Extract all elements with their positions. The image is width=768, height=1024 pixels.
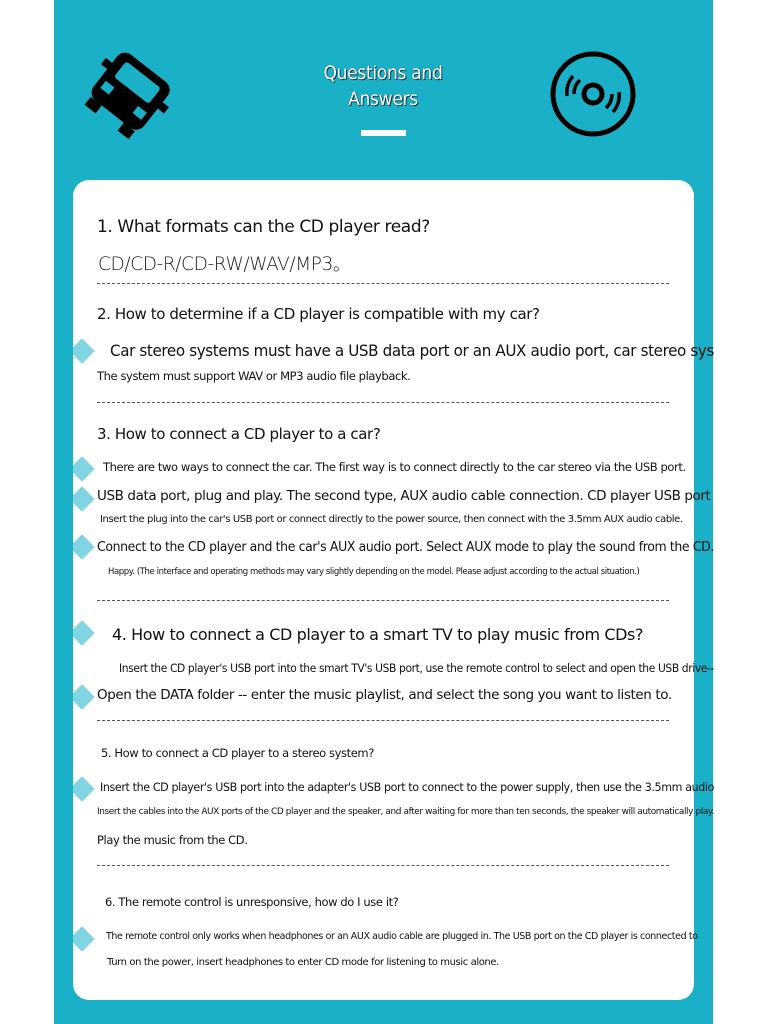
answer-2-line-2: The system must support WAV or MP3 audio file playback. [97, 369, 411, 383]
answer-3-line-4: Connect to the CD player and the car's AUX audio port. Select AUX mode to play the sound from the CD. [97, 539, 714, 555]
answer-5-line-2: Insert the cables into the AUX ports of the CD player and the speaker, and after waiting for more than ten seconds, the speaker will automatically play. [97, 807, 714, 817]
title-underline [361, 130, 406, 136]
answer-2-line-1: Car stereo systems must have a USB data port or an AUX audio port, car stereo sys [110, 341, 714, 360]
answer-4-line-1: Insert the CD player's USB port into the smart TV's USB port, use the remote control to select and open the USB drive-- [119, 661, 714, 675]
answer-3-line-5: Happy. (The interface and operating methods may vary slightly depending on the model. Please adjust according to the actual situation.) [108, 567, 640, 577]
car-front-icon [80, 42, 180, 142]
answer-4-line-2: Open the DATA folder -- enter the music playlist, and select the song you want to listen to. [97, 687, 672, 703]
answer-3-line-2: USB data port, plug and play. The second type, AUX audio cable connection. CD player USB port [97, 488, 711, 504]
answer-5-line-3: Play the music from the CD. [97, 833, 248, 847]
question-5: 5. How to connect a CD player to a stereo system? [101, 746, 374, 760]
qa-card [73, 180, 694, 1000]
question-1: 1. What formats can the CD player read? [97, 217, 430, 237]
question-3: 3. How to connect a CD player to a car? [97, 425, 381, 443]
answer-1-line-1: CD/CD-R/CD-RW/WAV/MP3。 [98, 254, 352, 275]
divider [97, 720, 669, 721]
divider [97, 600, 669, 601]
question-6: 6. The remote control is unresponsive, how do I use it? [105, 895, 399, 909]
page-title [300, 60, 466, 112]
answer-3-line-3: Insert the plug into the car's USB port or connect directly to the power source, then connect with the 3.5mm AUX audio cable. [100, 514, 683, 525]
cd-disc-icon [549, 50, 637, 138]
divider [97, 402, 669, 403]
question-4: 4. How to connect a CD player to a smart TV to play music from CDs? [112, 625, 644, 644]
page-title-line1: Questions and [323, 62, 443, 84]
answer-6-line-1: The remote control only works when headphones or an AUX audio cable are plugged in. The USB port on the CD player is connected to [106, 931, 698, 942]
answer-5-line-1: Insert the CD player's USB port into the adapter's USB port to connect to the power supply, then use the 3.5mm audio [100, 780, 714, 794]
answer-6-line-2: Turn on the power, insert headphones to enter CD mode for listening to music alone. [107, 957, 499, 968]
answer-3-line-1: There are two ways to connect the car. The first way is to connect directly to the car stereo via the USB port. [103, 460, 686, 474]
divider [97, 865, 669, 866]
question-2: 2. How to determine if a CD player is compatible with my car? [97, 305, 540, 323]
page-title-line2: Answers [348, 88, 418, 110]
divider [97, 283, 669, 284]
